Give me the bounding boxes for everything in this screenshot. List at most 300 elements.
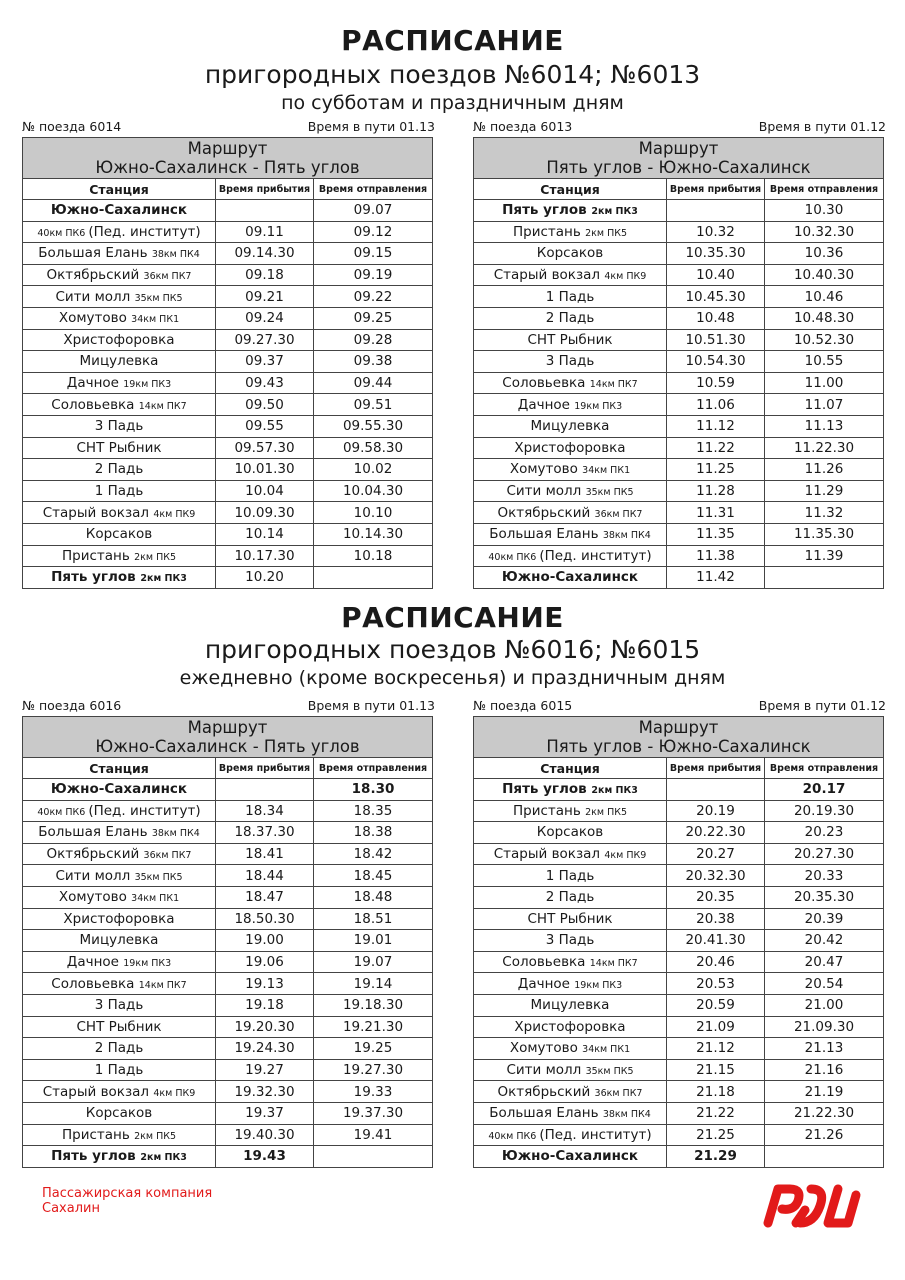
schedule-title: РАСПИСАНИЕ [341, 24, 564, 57]
departure-time: 19.07 [314, 951, 433, 973]
schedule-title: РАСПИСАНИЕ [341, 601, 564, 634]
arrival-time: 09.43 [216, 372, 314, 394]
table-row [23, 886, 433, 908]
table-row [23, 264, 433, 286]
station-km: 34км ПК1 [582, 1044, 631, 1056]
departure-time: 09.25 [314, 307, 433, 329]
table-row [23, 1038, 433, 1060]
station-km: 38км ПК4 [151, 249, 200, 261]
arrival-time: 09.24 [216, 307, 314, 329]
route-row [474, 717, 884, 758]
station-name: Христофоровка [474, 437, 667, 459]
station-km: 19км ПК3 [574, 400, 623, 412]
departure-column-header: Время отправления [314, 758, 433, 779]
table-row [23, 951, 433, 973]
arrival-time: 21.18 [667, 1081, 765, 1103]
arrival-time: 09.11 [216, 221, 314, 243]
table-row [474, 351, 884, 373]
arrival-time: 10.54.30 [667, 351, 765, 373]
station-label: Большая Елань [38, 245, 152, 262]
arrival-time: 10.01.30 [216, 459, 314, 481]
station-name [474, 459, 667, 481]
route-label: Маршрут [638, 139, 719, 158]
station-name [23, 567, 216, 589]
departure-time: 11.32 [765, 502, 884, 524]
departure-time: 09.44 [314, 372, 433, 394]
station-name: Южно-Сахалинск [23, 779, 216, 801]
station-label: Пристань [61, 547, 135, 564]
table-row [23, 843, 433, 865]
table-row [474, 1124, 884, 1146]
departure-time: 19.27.30 [314, 1059, 433, 1081]
table-row [474, 951, 884, 973]
departure-time: 18.38 [314, 822, 433, 844]
station-label: Пять углов [502, 781, 592, 798]
table-row [23, 994, 433, 1016]
column-header-row [474, 758, 884, 779]
route-row [23, 138, 433, 179]
station-label: Соловьевка [51, 975, 139, 992]
schedule-table [473, 716, 884, 1168]
station-name [23, 286, 216, 308]
arrival-time: 21.15 [667, 1059, 765, 1081]
table-row [23, 480, 433, 502]
column-header-row [23, 179, 433, 200]
station-label: Сити молл [55, 867, 135, 884]
table-header [474, 138, 884, 200]
station-name: СНТ Рыбник [23, 437, 216, 459]
station-name: Корсаков [474, 243, 667, 265]
station-name [23, 307, 216, 329]
table-row [23, 221, 433, 243]
departure-time: 20.33 [765, 865, 884, 887]
table-row [474, 415, 884, 437]
station-name [474, 1059, 667, 1081]
departure-column-header: Время отправления [765, 179, 884, 200]
train-meta [22, 698, 435, 714]
table-row [474, 502, 884, 524]
table-row [474, 843, 884, 865]
arrival-time: 20.41.30 [667, 930, 765, 952]
table-row [23, 1102, 433, 1124]
arrival-time: 10.51.30 [667, 329, 765, 351]
departure-time: 18.35 [314, 800, 433, 822]
arrival-time [667, 779, 765, 801]
arrival-time: 10.40 [667, 264, 765, 286]
station-name [23, 951, 216, 973]
station-name [23, 886, 216, 908]
station-name [474, 800, 667, 822]
station-km: 4км ПК9 [604, 850, 647, 862]
departure-time: 10.46 [765, 286, 884, 308]
station-name [474, 221, 667, 243]
station-km: 19км ПК3 [574, 979, 623, 991]
station-km: 4км ПК9 [153, 1087, 196, 1099]
table-row [474, 307, 884, 329]
station-column-header: Станция [474, 758, 667, 779]
table-row [23, 800, 433, 822]
table-row [23, 779, 433, 801]
station-name: Христофоровка [474, 1016, 667, 1038]
table-row [474, 800, 884, 822]
station-km: 14км ПК7 [589, 379, 638, 391]
arrival-time: 21.09 [667, 1016, 765, 1038]
table-row [23, 1081, 433, 1103]
station-km: 40км ПК6 [37, 227, 89, 239]
departure-time: 09.19 [314, 264, 433, 286]
arrival-time: 19.00 [216, 930, 314, 952]
departure-time: 19.33 [314, 1081, 433, 1103]
arrival-time: 10.14 [216, 523, 314, 545]
table-row [474, 545, 884, 567]
station-name: 1 Падь [23, 1059, 216, 1081]
departure-time: 09.51 [314, 394, 433, 416]
station-name [23, 394, 216, 416]
table-row [474, 394, 884, 416]
station-km: 4км ПК9 [153, 508, 196, 520]
arrival-time: 19.37 [216, 1102, 314, 1124]
arrival-time: 20.35 [667, 886, 765, 908]
station-name: Христофоровка [23, 329, 216, 351]
station-name: СНТ Рыбник [474, 329, 667, 351]
arrival-time: 20.46 [667, 951, 765, 973]
arrival-column-header: Время прибытия [667, 179, 765, 200]
station-km: 35км ПК5 [134, 871, 183, 883]
station-km: 34км ПК1 [582, 465, 631, 477]
table-row [23, 200, 433, 222]
company-line-2: Сахалин [42, 1201, 100, 1216]
table-header [23, 138, 433, 200]
arrival-time: 10.32 [667, 221, 765, 243]
train-meta [473, 119, 886, 135]
departure-time: 10.30 [765, 200, 884, 222]
table-row [474, 779, 884, 801]
arrival-time: 18.34 [216, 800, 314, 822]
station-name [23, 545, 216, 567]
station-name: Христофоровка [23, 908, 216, 930]
table-row [474, 200, 884, 222]
departure-time [765, 567, 884, 589]
table-row [474, 886, 884, 908]
table-row [23, 930, 433, 952]
arrival-time: 18.37.30 [216, 822, 314, 844]
station-km: 40км ПК6 [488, 1130, 540, 1142]
route-cell [474, 717, 884, 758]
schedule-table [473, 137, 884, 589]
departure-time: 10.14.30 [314, 523, 433, 545]
station-column-header: Станция [23, 179, 216, 200]
station-label: Старый вокзал [42, 504, 154, 521]
travel-time: Время в пути 01.13 [307, 119, 435, 134]
station-name: 2 Падь [23, 459, 216, 481]
arrival-time: 21.29 [667, 1146, 765, 1168]
table-row [23, 394, 433, 416]
departure-time: 21.19 [765, 1081, 884, 1103]
station-km: 38км ПК4 [602, 530, 651, 542]
route-name: Пять углов - Южно-Сахалинск [546, 158, 811, 177]
station-km: 2км ПК3 [140, 573, 187, 585]
arrival-time: 11.28 [667, 480, 765, 502]
table-row [474, 329, 884, 351]
station-km: 2км ПК3 [591, 206, 638, 218]
departure-time: 09.55.30 [314, 415, 433, 437]
station-label: Хомутово [509, 461, 583, 478]
station-column-header: Станция [474, 179, 667, 200]
departure-time: 10.36 [765, 243, 884, 265]
station-label: Дачное [66, 954, 124, 971]
station-label: Сити молл [506, 1062, 586, 1079]
arrival-time: 20.19 [667, 800, 765, 822]
station-name [23, 221, 216, 243]
table-row [23, 329, 433, 351]
table-row [23, 865, 433, 887]
station-name: 3 Падь [23, 994, 216, 1016]
station-name: 2 Падь [23, 1038, 216, 1060]
station-label: Пять углов [502, 202, 592, 219]
arrival-time: 20.38 [667, 908, 765, 930]
station-name: СНТ Рыбник [474, 908, 667, 930]
departure-time: 09.38 [314, 351, 433, 373]
table-row [23, 243, 433, 265]
table-row [23, 1124, 433, 1146]
station-km: 36км ПК7 [143, 271, 192, 283]
departure-time: 10.10 [314, 502, 433, 524]
station-name [23, 502, 216, 524]
station-name: 1 Падь [23, 480, 216, 502]
station-label: (Пед. институт) [539, 1126, 652, 1143]
station-label: Хомутово [509, 1040, 583, 1057]
table-row [474, 243, 884, 265]
arrival-time: 09.21 [216, 286, 314, 308]
arrival-time: 10.20 [216, 567, 314, 589]
table-row [23, 372, 433, 394]
departure-time: 10.55 [765, 351, 884, 373]
table-row [474, 1081, 884, 1103]
arrival-time: 18.41 [216, 843, 314, 865]
station-name [23, 264, 216, 286]
table-row [474, 567, 884, 589]
station-name: 2 Падь [474, 307, 667, 329]
station-label: Пять углов [51, 569, 141, 586]
station-name [23, 865, 216, 887]
station-name: 3 Падь [23, 415, 216, 437]
train-number: № поезда 6015 [473, 698, 573, 713]
station-name: Мицулевка [474, 994, 667, 1016]
departure-time: 18.42 [314, 843, 433, 865]
station-km: 4км ПК9 [604, 271, 647, 283]
station-km: 35км ПК5 [134, 292, 183, 304]
station-label: Соловьевка [51, 396, 139, 413]
arrival-time: 20.27 [667, 843, 765, 865]
table-row [23, 459, 433, 481]
arrival-time: 09.14.30 [216, 243, 314, 265]
route-row [23, 717, 433, 758]
arrival-time: 11.42 [667, 567, 765, 589]
station-km: 19км ПК3 [123, 379, 172, 391]
arrival-time: 20.59 [667, 994, 765, 1016]
station-km: 36км ПК7 [594, 508, 643, 520]
schedule-days: по субботам и праздничным дням [281, 92, 624, 114]
train-number: № поезда 6013 [473, 119, 573, 134]
departure-time: 10.52.30 [765, 329, 884, 351]
station-label: Октябрьский [497, 1083, 595, 1100]
station-label: Сити молл [506, 483, 586, 500]
departure-time: 10.04.30 [314, 480, 433, 502]
station-km: 36км ПК7 [143, 850, 192, 862]
station-name [474, 843, 667, 865]
schedule-subtitle: пригородных поездов №6016; №6015 [204, 635, 701, 664]
station-km: 2км ПК3 [140, 1152, 187, 1164]
schedule-days: ежедневно (кроме воскресенья) и праздничным дням [179, 667, 726, 689]
departure-time: 18.30 [314, 779, 433, 801]
station-name: 3 Падь [474, 930, 667, 952]
arrival-time: 19.18 [216, 994, 314, 1016]
departure-time: 19.01 [314, 930, 433, 952]
station-name: Корсаков [23, 1102, 216, 1124]
station-name [23, 800, 216, 822]
departure-time: 20.23 [765, 822, 884, 844]
departure-time: 10.40.30 [765, 264, 884, 286]
departure-time: 20.42 [765, 930, 884, 952]
table-row [474, 1059, 884, 1081]
arrival-time: 10.35.30 [667, 243, 765, 265]
arrival-time: 11.12 [667, 415, 765, 437]
departure-time: 09.58.30 [314, 437, 433, 459]
departure-time: 09.28 [314, 329, 433, 351]
station-label: Соловьевка [502, 954, 590, 971]
station-name: Корсаков [474, 822, 667, 844]
table-row [23, 523, 433, 545]
station-label: Дачное [66, 375, 124, 392]
column-header-row [23, 758, 433, 779]
arrival-time: 19.24.30 [216, 1038, 314, 1060]
route-label: Маршрут [187, 139, 268, 158]
route-name: Пять углов - Южно-Сахалинск [546, 737, 811, 756]
table-row [23, 822, 433, 844]
schedule-table [22, 716, 433, 1168]
departure-time: 20.17 [765, 779, 884, 801]
departure-time [765, 1146, 884, 1168]
schedule-subtitle: пригородных поездов №6014; №6013 [204, 60, 701, 89]
table-row [474, 264, 884, 286]
station-label: Соловьевка [502, 375, 590, 392]
arrival-column-header: Время прибытия [667, 758, 765, 779]
table-row [23, 1059, 433, 1081]
station-label: Октябрьский [46, 267, 144, 284]
departure-time: 21.26 [765, 1124, 884, 1146]
station-name: Южно-Сахалинск [474, 567, 667, 589]
table-body [23, 779, 433, 1168]
arrival-time: 19.40.30 [216, 1124, 314, 1146]
station-label: Большая Елань [489, 526, 603, 543]
station-label: Старый вокзал [42, 1083, 154, 1100]
arrival-time: 09.27.30 [216, 329, 314, 351]
station-name [474, 1102, 667, 1124]
station-name: 3 Падь [474, 351, 667, 373]
table-row [474, 480, 884, 502]
table-row [474, 286, 884, 308]
station-name [474, 973, 667, 995]
departure-time: 18.45 [314, 865, 433, 887]
table-row [23, 502, 433, 524]
arrival-time: 11.38 [667, 545, 765, 567]
station-name [23, 1146, 216, 1168]
station-label: Большая Елань [38, 824, 152, 841]
arrival-time: 19.06 [216, 951, 314, 973]
station-name [474, 502, 667, 524]
train-meta [22, 119, 435, 135]
table-row [23, 437, 433, 459]
table-row [474, 930, 884, 952]
station-label: Октябрьский [46, 846, 144, 863]
table-row [23, 1146, 433, 1168]
station-km: 35км ПК5 [585, 487, 634, 499]
arrival-column-header: Время прибытия [216, 758, 314, 779]
departure-time: 19.21.30 [314, 1016, 433, 1038]
departure-time: 19.25 [314, 1038, 433, 1060]
departure-time: 10.02 [314, 459, 433, 481]
departure-time: 21.22.30 [765, 1102, 884, 1124]
route-name: Южно-Сахалинск - Пять углов [95, 158, 360, 177]
table-row [23, 1016, 433, 1038]
arrival-time: 19.20.30 [216, 1016, 314, 1038]
table-body [474, 200, 884, 589]
departure-time: 21.09.30 [765, 1016, 884, 1038]
departure-time: 11.22.30 [765, 437, 884, 459]
station-name: 1 Падь [474, 286, 667, 308]
route-row [474, 138, 884, 179]
table-row [23, 973, 433, 995]
station-label: Дачное [517, 975, 575, 992]
table-row [474, 973, 884, 995]
departure-column-header: Время отправления [765, 758, 884, 779]
table-row [474, 908, 884, 930]
departure-time: 10.48.30 [765, 307, 884, 329]
station-name: 1 Падь [474, 865, 667, 887]
station-name [474, 372, 667, 394]
station-name [23, 243, 216, 265]
station-name: Мицулевка [23, 351, 216, 373]
arrival-time: 18.47 [216, 886, 314, 908]
arrival-time: 10.17.30 [216, 545, 314, 567]
table-row [474, 459, 884, 481]
departure-time: 18.48 [314, 886, 433, 908]
departure-time [314, 1146, 433, 1168]
arrival-time: 11.31 [667, 502, 765, 524]
departure-time: 11.35.30 [765, 523, 884, 545]
table-row [474, 523, 884, 545]
table-header [23, 717, 433, 779]
station-km: 14км ПК7 [589, 958, 638, 970]
station-name [474, 480, 667, 502]
station-label: (Пед. институт) [88, 223, 201, 240]
arrival-time: 09.50 [216, 394, 314, 416]
table-body [23, 200, 433, 589]
station-label: Пристань [512, 223, 586, 240]
route-cell [23, 138, 433, 179]
departure-time: 20.35.30 [765, 886, 884, 908]
table-body [474, 779, 884, 1168]
departure-time: 11.00 [765, 372, 884, 394]
company-name [42, 1186, 212, 1216]
arrival-time: 09.37 [216, 351, 314, 373]
station-km: 38км ПК4 [151, 828, 200, 840]
departure-time: 20.47 [765, 951, 884, 973]
station-label: Старый вокзал [493, 267, 605, 284]
table-row [23, 286, 433, 308]
arrival-time: 09.55 [216, 415, 314, 437]
station-label: Сити молл [55, 288, 135, 305]
